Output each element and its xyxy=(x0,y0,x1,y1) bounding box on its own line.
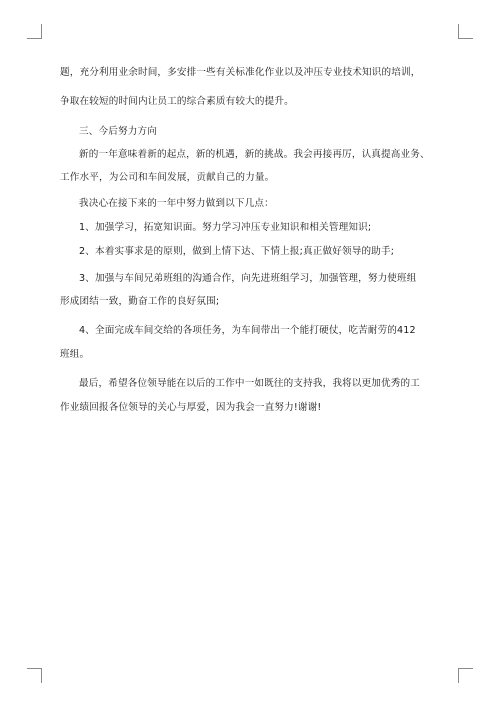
paragraph-line: 最后，希望各位领导能在以后的工作中一如既往的支持我，我将以更加优秀的工 xyxy=(79,378,421,389)
paragraph-line: 作业绩回报各位领导的关心与厚爱，因为我会一直努力!谢谢! xyxy=(60,402,322,413)
paragraph-line: 题，充分利用业余时间，多安排一些有关标准化作业以及冲压专业技术知识的培训， xyxy=(60,67,421,78)
paragraph-line: 新的一年意味着新的起点，新的机遇，新的挑战。我会再接再厉，认真提高业务、 xyxy=(79,149,430,160)
crop-mark-top-right xyxy=(458,24,473,39)
list-item: 3、加强与车间兄弟班组的沟通合作，向先进班组学习，加强管理，努力使班组 xyxy=(79,273,417,284)
section-heading: 三、今后努力方向 xyxy=(79,126,157,137)
list-item-continuation: 形成团结一致，勤奋工作的良好氛围; xyxy=(60,296,220,307)
paragraph-line: 工作水平，为公司和车间发展，贡献自己的力量。 xyxy=(60,172,275,183)
paragraph-line: 我决心在接下来的一年中努力做到以下几点： xyxy=(79,198,274,209)
paragraph-line: 争取在较短的时间内让员工的综合素质有较大的提升。 xyxy=(60,96,294,107)
list-item: 4、全面完成车间交给的各项任务，为车间带出一个能打硬仗，吃苦耐劳的412 xyxy=(79,325,416,336)
crop-mark-top-left xyxy=(27,24,42,39)
crop-mark-bottom-right xyxy=(458,668,473,683)
list-item: 2、本着实事求是的原则，做到上情下达、下情上报;真正做好领导的助手; xyxy=(79,246,395,257)
crop-mark-bottom-left xyxy=(27,668,42,683)
list-item: 1、加强学习，拓宽知识面。努力学习冲压专业知识和相关管理知识; xyxy=(79,222,372,233)
list-item-continuation: 班组。 xyxy=(60,349,90,360)
